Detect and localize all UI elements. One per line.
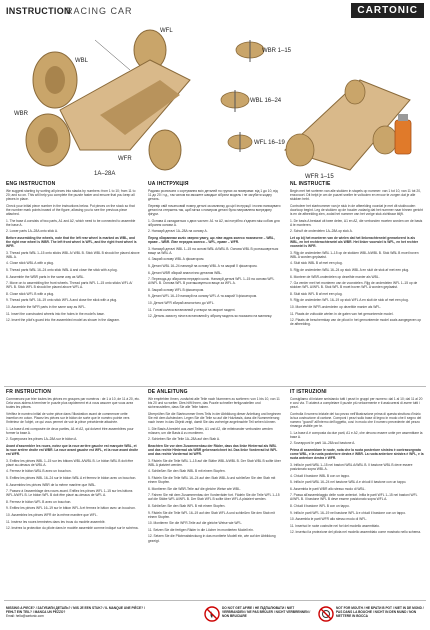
- intro-text: Commencez par trier toutes les pièces en groupes par numéros : de 1 à 10, de 11 à 20, etc. Cela vous aidera à terminer le puzzle plus rapidement et à vous assurer que vous avez toutes les pièces.: [6, 397, 140, 410]
- intro-text: Радимо розпочати з сортування всіх деталей по групах за номерами: від 1 до 10, від 11 до 20 і т.д., так чином ви зможете швидше зібрати модель і не загубити жодну деталь.: [148, 189, 278, 202]
- no-mouth-title: NOT FOR MOUTH / НЕ БРАТИ В РОТ / NIET IN DE MOND / PAS DANS LA BOUCHE / NICHT IN DEN MUND / NON METTERE IN BOCCA: [336, 606, 424, 618]
- step-6: 6. Assemble the WBR parts in the same way as WBL.: [6, 274, 85, 279]
- paint-can-drawing: [395, 114, 411, 154]
- step-5: 5. Деталі WBL 16–24 нанизуй на основу WBL А та закрий її фіксатором.: [148, 263, 258, 268]
- footer-divider: [4, 600, 426, 601]
- step-12: 12. Inserisci la protezione del pilota nel modello assemblato come mostrato nello schema.: [290, 530, 422, 535]
- rear-left-hub-drawing: [45, 66, 65, 94]
- step-1: 1. La base A è composta da due parti, A1 e A2, che devono essere unite per assemblare la base A.: [290, 430, 423, 439]
- wheel-note: Before assembling the wheels, note that the left rear wheel is marked as WBL, and the right rear wheel is WBR. The left front wheel is WFL, and the right front wheel is WFR.: [6, 235, 137, 249]
- step-5: 5. Thread parts WBL 16–24 onto stick WBL A and close the stick with a plug.: [6, 268, 118, 272]
- step-8: 8. Fermez le bâton WFL B avec un bouchon.: [6, 499, 72, 504]
- step-1: 1. La base A est composée de deux parties, A1 et A2, qui doivent être assemblées pour former la base A.: [6, 426, 134, 435]
- label-wfr-1-15: WFR 1–15: [305, 174, 334, 180]
- label-wbr: WBR: [14, 111, 28, 117]
- step-8: 8. Schließen Sie den Stab WFL B mit einem Stopfen.: [148, 503, 226, 508]
- header: [6, 3, 424, 19]
- step-9: 9. Infila le parti WFL 16–19 nel bastone WFL A e chiudi il bastone con un tappo.: [290, 510, 406, 515]
- no-fire-title: DO NOT GET AFIRE / НЕ ПІДПАЛЮВАТИ / NIET VERBRANDEN / NE PAS BRÛLER / NICHT VERBRENNEN / NON BRUCIARE: [222, 606, 311, 618]
- brand-logo: CARTONIC: [351, 3, 424, 18]
- step-4: 4. Fermez le bâton WBL B avec un bouchon.: [6, 469, 72, 474]
- step-3: 3. Fädeln Sie die Teile WBL 1–15 auf die Stäbe WBL A/WBL B. Der Stab WBL B sollte über WBL A platziert werden.: [148, 458, 281, 467]
- step-6: 6. Assemblez les pièces WBR de la même manière que WBL.: [6, 482, 97, 487]
- step-11: 11. Setzen Sie die fertigen Räder in die Löcher im montierten Modell ein.: [148, 527, 254, 532]
- step-9: 9. Деталі WFL 16–19 нанизуй на основу WFL А та закрий її фіксатором.: [148, 294, 258, 299]
- assembled-car-drawing: [285, 80, 410, 170]
- section-title: NL INSTRUCTIE: [290, 181, 331, 187]
- step-2: 2. Schuif de onderdelen 1A–28A op stok A.: [290, 229, 353, 234]
- step-11: 11. Insert the constructed wheels into the holes in the model's base.: [6, 311, 105, 316]
- section-title: DE ANLEITUNG: [148, 389, 188, 395]
- step-7: 7. Passez à l'assemblage des roues avant. Enfilez les pièces WFL 1–15 sur les bâtons WFL A/WFL B. Le bâton WFL B doit être placé au-dessus de WFL A.: [6, 489, 133, 498]
- step-7: 7. Move on to assembling the front wheels. Thread parts WFL 1–15 onto sticks WFL A/ WFL B. Stick WFL B should be placed above WFL A.: [6, 281, 133, 290]
- step-7: 7. Ga verder met het monteren van de voorwielen. Rijg de onderdelen WFL 1–15 op de stokken WFL A/WFL B. Stok WFL B moet boven WFL A worden geplaatst.: [290, 281, 418, 290]
- step-1: 1. Основа А складається з двох частин: А1 та А2, які потрібно з'єднати між собою для зібрання основи А.: [148, 218, 280, 227]
- step-4: 4. Sluit stok WBL B af met een plug.: [290, 261, 343, 266]
- step-9: 9. Rijg de onderdelen WFL 16–19 op stok WFL A en sluit de stok af met een plug.: [290, 298, 409, 303]
- step-5: 5. Rijg de onderdelen WBL 16–24 op stok WBL A en sluit de stok af met een plug.: [290, 268, 410, 272]
- intro-text-2: Перевір свій початковий номер деталі за малюнку до цієї інструкції і почни нанизувати деталі на стержень так, щоб мітка з номером деталі була направлена всередину фігури.: [148, 203, 281, 217]
- section-title: UA ІНСТРУКЦІЯ: [148, 181, 189, 187]
- section-title: IT ISTRUZIONI: [290, 389, 327, 395]
- page-title: INSTRUCTION: [6, 6, 71, 16]
- step-8: 8. Закрий основу WFL В фіксатором.: [148, 287, 205, 292]
- step-1: 1. De basis A bestaat uit twee delen, A1 en A2, die verbonden moeten worden om de basis A te monteren.: [290, 218, 423, 227]
- footer: [0, 602, 430, 630]
- step-2: 2. Lower parts 1A–28A onto stick A.: [6, 229, 59, 234]
- label-wfl-16-19: WFL 16–19: [254, 140, 285, 146]
- step-10: 10. Деталі WFR збирай аналогічно до WFL.: [148, 300, 215, 305]
- pilot-guard-line: [95, 40, 130, 70]
- step-11: 11. Plaats de voltooide wielen in de gaten van het gemonteerde model.: [290, 311, 394, 316]
- step-4: 4. Close stick WBL A with a plug.: [6, 261, 54, 266]
- section-it: [290, 390, 424, 537]
- step-11: 11. Готові колеса встановлюй у отвори на звороті моделі.: [148, 307, 236, 312]
- step-10: 10. Assemble the WFR parts in the same way as WFL.: [6, 305, 86, 310]
- step-7: 7. Fahren Sie mit dem Zusammenbau der Vorderräder fort. Fädeln Sie die Teile WFL 1–15 auf die Stäbe WFL A/WFL B. Der Stab WFL B sollte über WFL A platziert werden.: [148, 493, 280, 502]
- step-12: 12. Деталь захисту пілота встановлюй у зібрану модель як показано на малюнку.: [148, 314, 273, 319]
- page-subtitle: RACING CAR: [66, 6, 133, 16]
- step-3: 3. Нанизуй деталі WBL 1–15 на основі WBL А/WBL В. Основа WBL В розташовується вище за WBL А.: [148, 246, 279, 255]
- intro-text-2: Controlla il numero iniziale del tuo pezzo nell'illustrazione prima di questa struttura d'inizio la tua costruzione di cartone. Componi i pezzi sullo base di legno in modo che il segno del numero "guardi" all'interno dell'oggetto, così in modo che il numero precedente del pezzo rimanga visibile per te.: [290, 411, 422, 429]
- section-ua: [148, 182, 282, 321]
- label-wbr-1-15: WBR 1–15: [262, 48, 292, 54]
- wheel-note: Avant d'assembler les roues, notez que la roue arrière gauche est marquée WBL, et la roue arrière droite est WBR. La roue avant gauche est WFL, et la roue avant droite est WFR.: [6, 443, 139, 457]
- step-11: 11. Inserisci le ruote costruite nei fori del modello assemblato.: [290, 523, 380, 528]
- step-5: 5. Infila le parti WBL 16–24 nel bastone WBL A e chiudi il bastone con un tappo.: [290, 480, 407, 485]
- assembly-illustration: [0, 20, 430, 180]
- step-2: 2. Нанизуй деталі 1А–28А на основу А.: [148, 229, 208, 234]
- front-right-wheel-drawing: [149, 130, 181, 170]
- step-12: 12. Insert the pilot's guard into the assembled model as shown in the diagram.: [6, 318, 120, 323]
- label-wfl: WFL: [160, 28, 173, 34]
- missing-piece-notice: [6, 606, 146, 618]
- step-10: 10. Monteer de WFR-onderdelen op dezelfde manier als WFL.: [290, 305, 382, 310]
- step-1: 1. The base A consists of two parts, A1 and A2, which need to be connected to assemble the base A.: [6, 218, 136, 227]
- wheel-note: Перед збиранням коліс зверни увагу, що ліве заднє колесо позначене – WBL, праве – WBR. Ліве переднє колесо – WFL, праве – WFR.: [148, 235, 275, 245]
- label-1a-28a: 1A–28A: [94, 171, 116, 177]
- step-2: 2. Sovrapponi le parti 1A–28A sul bastone A.: [290, 441, 356, 446]
- intro-text: Consigliamo di iniziare smistando tutti i pezzi in gruppi per numero: dal 1 al 10; dal 11 al 20 e così via. Ti aiuterà a completare il puzzle più velocemente e ti assicurerai di avere tutti i pezzi.: [290, 397, 423, 410]
- step-6: 6. Деталі WBR збирай аналогічно деталям WBL.: [148, 270, 223, 275]
- step-10: 10. Assembla le parti WFR allo stesso modo di WFL.: [290, 517, 367, 522]
- label-wbl-16-24: WBL 16–24: [250, 98, 282, 104]
- section-title: ENG INSTRUCTION: [6, 181, 56, 187]
- step-3: 3. Rijg de onderdelen WBL 1–15 op de stokken WBL A/WBL B. Stok WBL B moet boven WBL A worden geplaatst.: [290, 250, 419, 259]
- step-6: 6. Montieren Sie die WBR-Teile auf die gleiche Weise wie WBL.: [148, 486, 241, 491]
- step-6: 6. Assembla le parti WBR allo stesso modo di WBL.: [290, 486, 366, 491]
- intro-text-2: Check your initial piece number in the instructions below. Put pieces on the stock so that the number mark points inward of the figure, allowing you to see the previous piece attached.: [6, 203, 135, 217]
- intro-text: We suggest starting by sorting all pieces into stacks by numbers: from 1 to 10; from 11 to 20; and so on. This will help you complete the puzzle faster and ensure that you keep all pieces in place.: [6, 189, 136, 202]
- step-4: 4. Schließen Sie den Stab WBL B mit einem Stopfen.: [148, 469, 226, 474]
- no-mouth-icon: [318, 606, 334, 622]
- section-en: [6, 182, 140, 325]
- label-wbl: WBL: [75, 58, 89, 64]
- step-11: 11. Insérez les roues terminées dans les trous du modèle assemblé.: [6, 519, 106, 524]
- wheel-note: Beachten Sie vor dem Zusammenbau der Räder, dass das linke Hinterrad als WBL und das rechte Hinterrad als WBR gekennzeichnet ist. Das linke Vorderrad ist WFL und das rechte Vorderrad ist WFR.: [148, 443, 278, 457]
- step-1: 1. Die Basis A besteht aus zwei Teilen, A1 und A2, die miteinander verbunden werden müssen, um die Basis A zu montieren.: [148, 426, 273, 435]
- step-12: 12. Insérez la protection du pilote dans le modèle assemblé comme indiqué sur le schéma.: [6, 526, 139, 531]
- exploded-car-drawing: [26, 30, 190, 170]
- step-4: 4. Chiudi il bastone WBL B con un tappo.: [290, 473, 350, 478]
- step-6: 6. Monteer de WBR-onderdelen op dezelfde manier als WBL.: [290, 274, 380, 279]
- intro-text: Begin met het sorteren van alle stukken in stapels op nummer: van 1 tot 10, van 11 tot 20, enzovoort. Dit helpt je om de puzzel sneller te voltooien en ervoor te zorgen dat je alle stukken hebt.: [290, 189, 421, 202]
- wheel-stack-drawings: [221, 40, 264, 152]
- step-5: 5. Fädeln Sie die Teile WBL 16–24 auf den Stab WBL A und schließen Sie den Stab mit einem Stopfen.: [148, 476, 276, 485]
- intro-text-2: Vérifiez le numéro initial de votre pièce dans l'illustration avant de commencer cette insertion en coton. Placez les pièces sur le bâton de sorte que le numéro pointe vers l'intérieur de l'objet, ce qui vous permet de voir la pièce précédente attachée.: [6, 411, 130, 425]
- step-3: 3. Enfilez les pièces WBL 1–15 sur les bâtons WBL A/WBL B. Le bâton WBL B doit être placé au-dessus de WBL A.: [6, 458, 134, 467]
- intro-text: Wir empfehlen Ihnen, zunächst alle Teile nach Nummern zu sortieren: von 1 bis 10, von 11 bis 20 und so weiter. Dies hilft Ihnen, das Puzzle schneller fertigzustellen und sicherzustellen, dass Sie alle Teile haben.: [148, 397, 280, 410]
- step-2: 2. Schieben Sie die Teile 1A–28A auf den Stab A.: [148, 437, 220, 442]
- intro-text-2: Controleer het startnummer van je stuk in de afbeelding voordat je met dit stukhouden doorloop begint. Leg de stukken op de houder zodanig dat het nummer naar binnen gericht is en de afbeelding zien, zodat het nummer van het vorige stuk zichtbaar blijft.: [290, 203, 423, 217]
- step-9: 9. Enfilez les pièces WFL 16–19 sur le bâton WFL A et fermez le bâton avec un bouchon.: [6, 506, 136, 511]
- step-4: 4. Закрий основу WBL А фіксатором.: [148, 257, 205, 262]
- no-mouth-notice: [336, 606, 426, 618]
- wheel-note: Let op bij het monteren van de wielen dat het linkerachterwiel gemarkeerd is als WBL, en het rechterachterwiel als WBR. Het linker voorwiel is WFL, en het rechter voorwiel is WFR.: [290, 235, 419, 249]
- step-12: 12. Setzen Sie die Pilotenabdeckung in das montierte Modell ein, wie auf der Abbildung gezeigt.: [148, 534, 276, 543]
- rear-right-hub-drawing: [38, 127, 58, 153]
- step-10: 10. Montieren Sie die WFR-Teile auf die gleiche Weise wie WFL.: [148, 521, 243, 526]
- step-8: 8. Chiudi il bastone WFL B con un tappo.: [290, 503, 350, 508]
- step-8: 8. Close stick WFL B with a plug.: [6, 291, 55, 296]
- step-9: 9. Fädeln Sie die Teile WFL 16–19 auf den Stab WFL A und schließen Sie den Stab mit einem Stopfen.: [148, 510, 275, 519]
- no-fire-icon: [204, 606, 220, 622]
- missing-piece-title: MISSING A PIECE? / ЗАГУБИЛИ ДЕТАЛЬ? / MIS JE EEN STUK? / IL MANQUE UNE PIÈCE? / FEHLT EIN TEIL? / MANCA UN PEZZO?: [6, 606, 145, 614]
- section-de: [148, 390, 282, 545]
- step-5: 5. Enfilez les pièces WBL 16–24 sur le bâton WBL A et fermez le bâton avec un bouchon.: [6, 476, 137, 480]
- step-9: 9. Thread parts WFL 16–19 onto stick WFL A and close the stick with a plug.: [6, 298, 118, 303]
- step-8: 8. Sluit stok WFL B af met een plug.: [290, 291, 343, 296]
- intro-text-2: Überprüfen Sie die Startnummer Ihres Teils in der Abbildung dieser Anleitung und beginnen Sie mit dem Aufstecken. Legen Sie die Teile so auf die Holzbasis, dass die Nummerierung nach innen in das Objekt zeigt, damit Sie das vorherige angebrachte Teil sehen können.: [148, 411, 281, 425]
- step-12: 12. Plaats de beschermkap van de piloot in het gemonteerde model zoals aangegeven op de afbeelding.: [290, 318, 422, 327]
- missing-piece-email[interactable]: Email: hello@cartonic.com: [6, 614, 44, 618]
- wheel-note: Prima di assemblare le ruote, nota che la ruota posteriore sinistra è contrassegnata come WBL, e la ruota posteriore destra è WBR. La ruota anteriore sinistra è WFL, e la ruota anteriore destra è WFR.: [290, 448, 424, 461]
- step-3: 3. Infila le parti WBL 1–15 nei bastoni WBL A/WBL B. Il bastone WBL B deve essere posizionato sopra WBL A.: [290, 462, 413, 471]
- no-fire-notice: [222, 606, 312, 618]
- step-10: 10. Assemblez les pièces WFR de la même manière que WFL.: [6, 513, 98, 518]
- section-divider: [4, 386, 426, 387]
- step-7: 7. Переходь до збирання передніх коліс. Нанизуй деталі WFL 1–15 на основи WFL А/WFL В. Основа WFL В розташовується вище за WFL А.: [148, 277, 275, 286]
- step-7: 7. Passa all'assemblaggio delle ruote anteriori. Infila le parti WFL 1–15 nei bastoni WFL A/WFL B. Il bastone WFL B deve essere posizionato sopra WFL A.: [290, 493, 418, 502]
- section-nl: [290, 182, 424, 329]
- section-title: FR INSTRUCTION: [6, 389, 52, 395]
- step-3: 3. Thread parts WBL 1–15 onto sticks WBL A/ WBL B. Stick WBL B should be placed above WBL A.: [6, 250, 140, 259]
- step-2: 2. Superposez les pièces 1A–28A sur le bâton A.: [6, 437, 78, 442]
- section-fr: [6, 390, 140, 533]
- label-wfr: WFR: [118, 156, 132, 162]
